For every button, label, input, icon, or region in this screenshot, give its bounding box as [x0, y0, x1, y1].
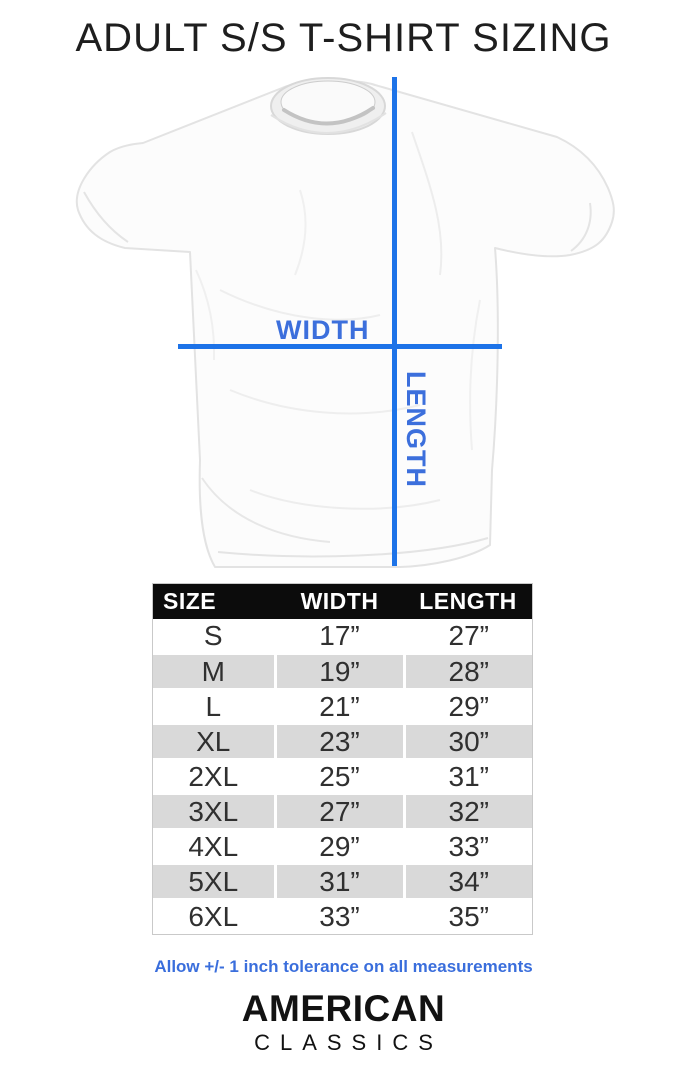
table-cell: 3XL	[153, 794, 275, 829]
length-label: LENGTH	[401, 371, 431, 488]
column-header-width: WIDTH	[275, 584, 404, 619]
table-row	[153, 829, 532, 864]
brand-name-american: AMERICAN	[241, 988, 446, 1029]
table-header-row	[153, 584, 532, 619]
table-cell: 21”	[275, 689, 404, 724]
table-row	[153, 619, 532, 654]
table-cell: 29”	[275, 829, 404, 864]
column-header-size: SIZE	[153, 584, 275, 619]
table-cell: 25”	[275, 759, 404, 794]
size-table	[152, 583, 533, 935]
table-row	[153, 899, 532, 934]
table-cell: 33”	[275, 899, 404, 934]
width-label: WIDTH	[276, 315, 370, 345]
tshirt-diagram	[0, 70, 687, 575]
table-row	[153, 654, 532, 689]
table-cell: 23”	[275, 724, 404, 759]
table-cell: 31”	[404, 759, 532, 794]
table-cell: XL	[153, 724, 275, 759]
page-title: ADULT S/S T-SHIRT SIZING	[75, 16, 612, 60]
table-cell: 30”	[404, 724, 532, 759]
table-cell: 6XL	[153, 899, 275, 934]
table-cell: 34”	[404, 864, 532, 899]
tolerance-note: Allow +/- 1 inch tolerance on all measurements	[154, 957, 533, 976]
table-row	[153, 759, 532, 794]
table-cell: S	[153, 619, 275, 654]
table-cell: 19”	[275, 654, 404, 689]
table-cell: M	[153, 654, 275, 689]
size-table-grid	[153, 584, 532, 934]
table-row	[153, 794, 532, 829]
table-cell: 2XL	[153, 759, 275, 794]
table-cell: 32”	[404, 794, 532, 829]
table-cell: 5XL	[153, 864, 275, 899]
table-row	[153, 864, 532, 899]
length-measure-line	[392, 77, 397, 566]
table-cell: 27”	[404, 619, 532, 654]
table-cell: 17”	[275, 619, 404, 654]
table-cell: 27”	[275, 794, 404, 829]
brand-logo	[0, 990, 687, 1056]
table-row	[153, 689, 532, 724]
table-cell: L	[153, 689, 275, 724]
brand-name-classics: CLASSICS	[254, 1029, 443, 1055]
table-cell: 33”	[404, 829, 532, 864]
table-cell: 29”	[404, 689, 532, 724]
table-row	[153, 724, 532, 759]
table-cell: 31”	[275, 864, 404, 899]
table-cell: 35”	[404, 899, 532, 934]
table-cell: 28”	[404, 654, 532, 689]
table-cell: 4XL	[153, 829, 275, 864]
column-header-length: LENGTH	[404, 584, 532, 619]
